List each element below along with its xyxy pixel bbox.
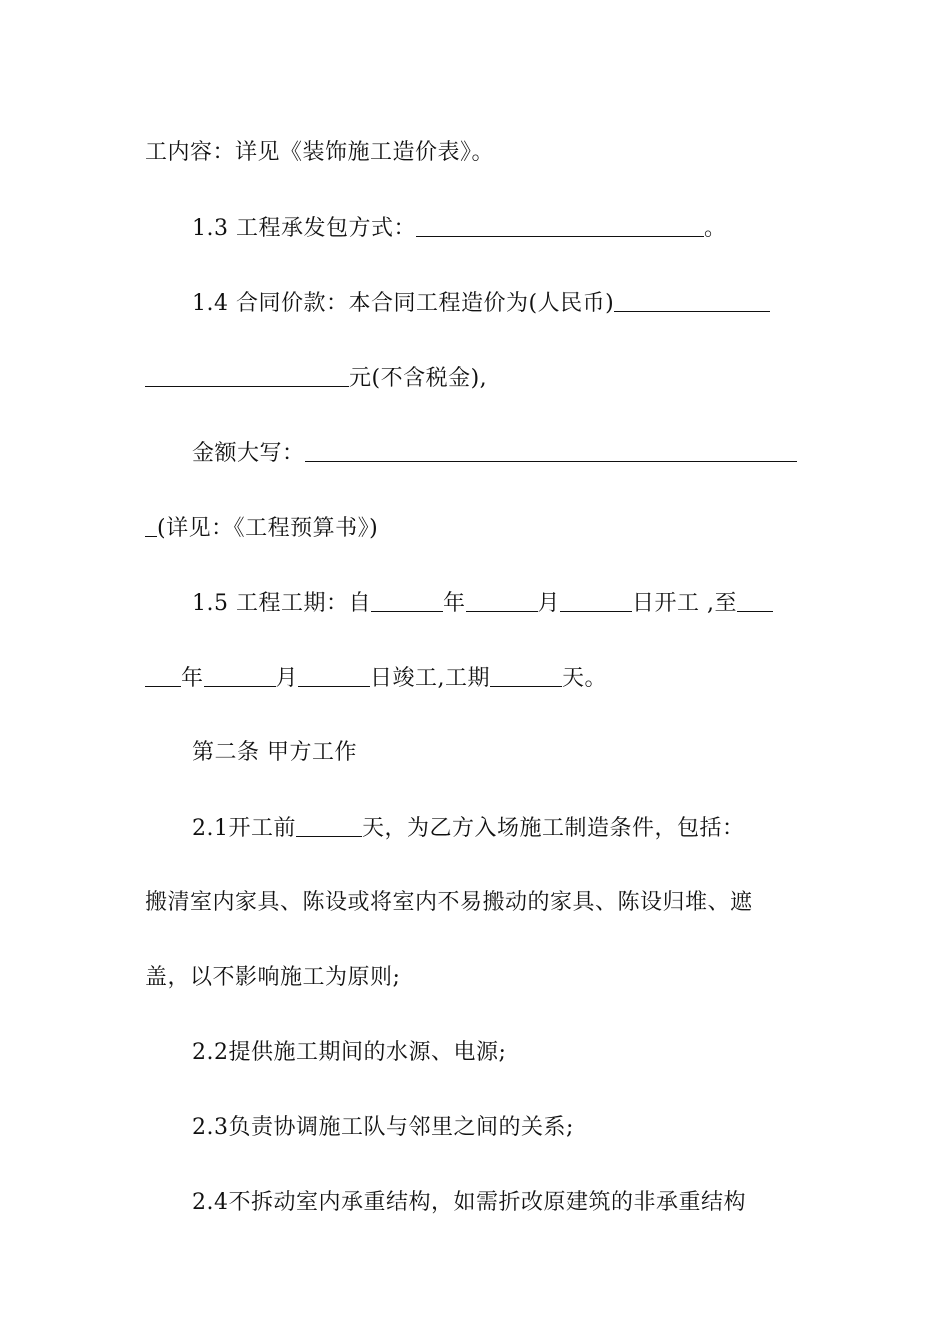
line-text: 月: [537, 591, 561, 616]
text-line-1-5: [192, 583, 807, 623]
line-text: (详见：《工程预算书》): [157, 516, 379, 541]
text-line-price-cont: [145, 358, 807, 398]
blank-field: [416, 208, 704, 237]
line-text: 天，为乙方入场施工制造条件，包括：: [362, 816, 745, 841]
blank-field: [204, 658, 276, 687]
line-text: 2.2提供施工期间的水源、电源;: [192, 1040, 507, 1065]
section-heading: [192, 733, 807, 773]
blank-field: [145, 358, 349, 387]
line-text: 月: [275, 666, 299, 691]
line-text: 2.3负责协调施工队与邻里之间的关系;: [192, 1115, 574, 1140]
text-line-2-4: [192, 1183, 807, 1223]
text-line-2-2: [192, 1033, 807, 1073]
text-line-1: [145, 133, 807, 173]
text-line-2-1-end: [145, 958, 807, 998]
line-text: 1.5 工程工期：自: [192, 591, 371, 616]
text-line-1-3: [192, 208, 807, 248]
text-line-duration-cont: [145, 658, 807, 698]
line-text: 。: [703, 216, 727, 241]
line-text: 2.4不拆动室内承重结构，如需折改原建筑的非承重结构: [192, 1190, 746, 1215]
blank-field: [145, 658, 181, 687]
blank-field: [298, 658, 370, 687]
line-text: 天。: [562, 666, 608, 691]
line-text: 搬清室内家具、陈设或将室内不易搬动的家具、陈设归堆、遮: [145, 890, 753, 915]
blank-field: [560, 583, 632, 612]
blank-field: [614, 283, 770, 312]
line-text: 第二条 甲方工作: [192, 740, 357, 765]
blank-field: [371, 583, 443, 612]
line-text: 日竣工,工期: [370, 666, 491, 691]
blank-field: [490, 658, 562, 687]
blank-field: [145, 508, 157, 537]
text-line-budget-ref: [145, 508, 807, 548]
line-text: 1.3 工程承发包方式：: [192, 216, 416, 241]
line-text: 年: [442, 591, 466, 616]
line-text: 盖，以不影响施工为原则;: [145, 965, 401, 990]
text-line-1-4: [192, 283, 807, 323]
blank-field: [466, 583, 538, 612]
line-text: 日开工 ,至: [632, 591, 738, 616]
line-text: 1.4 合同价款：本合同工程造价为(人民币): [192, 291, 615, 316]
text-line-2-1: [192, 808, 807, 848]
blank-field: [737, 583, 773, 612]
blank-field: [305, 433, 797, 462]
text-line-2-1-cont: [145, 883, 807, 923]
line-text: 元(不含税金),: [349, 366, 488, 391]
line-text: 年: [181, 666, 204, 691]
line-text: 工内容：详见《装饰施工造价表》。: [145, 140, 495, 165]
line-text: 金额大写：: [192, 441, 305, 466]
text-line-2-3: [192, 1108, 807, 1148]
text-line-amount-words: [192, 433, 807, 473]
line-text: 2.1开工前: [192, 816, 296, 841]
blank-field: [296, 808, 362, 837]
